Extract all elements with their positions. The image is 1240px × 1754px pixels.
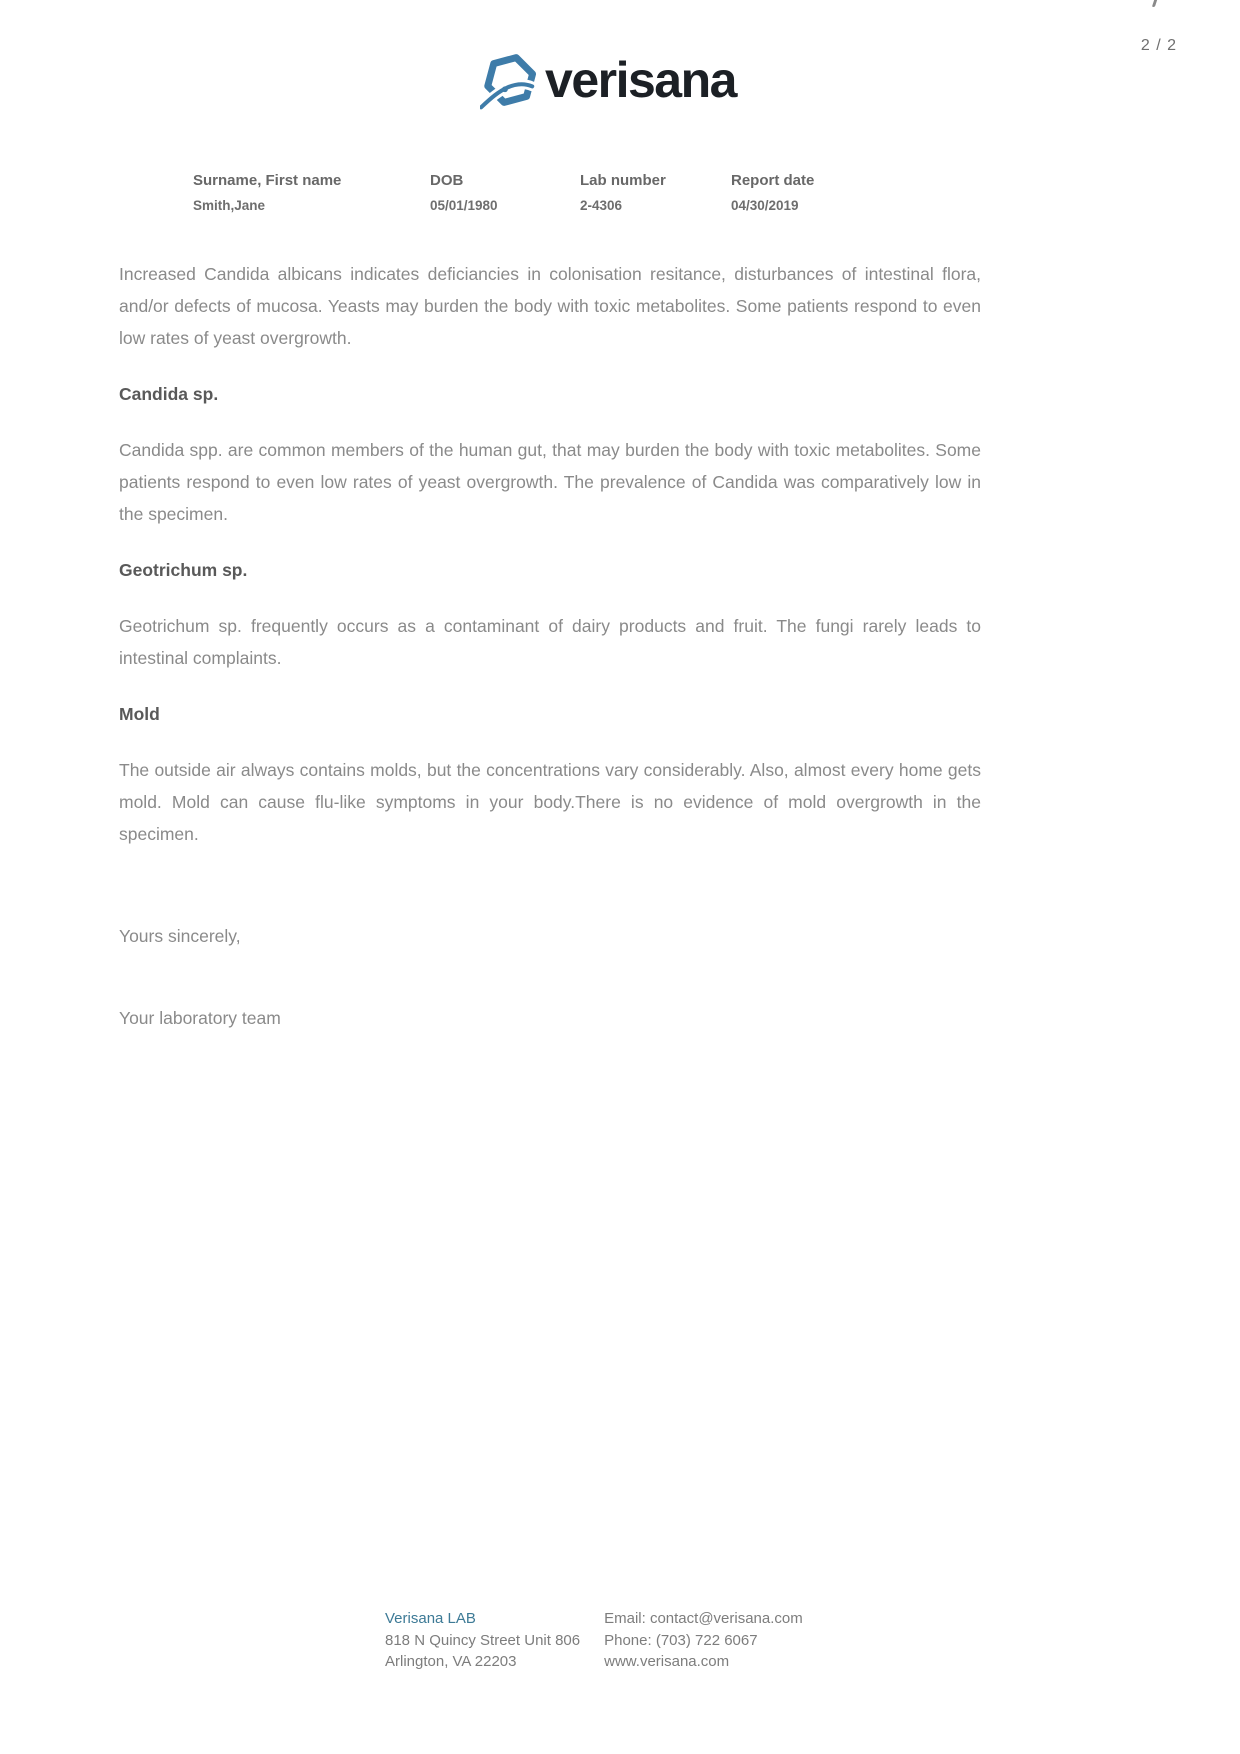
footer-address-line2: Arlington, VA 22203 [385,1653,517,1670]
signature-line: Your laboratory team [119,1008,281,1028]
cut-off-glyph-artifact [1152,0,1157,7]
page-number: 2 / 2 [1140,37,1177,54]
section-paragraph-geotrichum: Geotrichum sp. frequently occurs as a contaminant of dairy products and fruit. The fungi rarely leads to intestinal complaints. [119,616,981,668]
intro-paragraph: Increased Candida albicans indicates deficiancies in colonisation resitance, disturbances of intestinal flora, and/or defects of mucosa. Yeasts may burden the body with toxic metabolites. Some patients respond to even low rates of yeast overgrowth. [119,264,981,348]
closing-line: Yours sincerely, [119,926,241,946]
footer-contact-column [604,1608,803,1673]
lab-number-value: 2-4306 [580,198,623,213]
patient-name-field [193,172,430,213]
patient-info-header [193,172,814,213]
logo-wordmark: verisana [545,52,736,108]
patient-name-value: Smith,Jane [193,198,266,213]
footer-phone: Phone: (703) 722 6067 [604,1631,758,1649]
dob-field [430,172,580,213]
section-paragraph-mold: The outside air always contains molds, but the concentrations vary considerably. Also, almost every home gets mold. Mold can cause flu-like symptoms in your body.There is no evidence of mold overgrowth in the specimen. [119,760,981,844]
footer-email: Email: contact@verisana.com [604,1610,803,1627]
footer-address-line1: 818 N Quincy Street Unit 806 [385,1631,581,1649]
section-heading-mold: Mold [119,704,160,724]
lab-number-label: Lab number [580,172,666,189]
brand-logo [0,48,1228,112]
section-heading-geotrichum: Geotrichum sp. [119,560,248,580]
hexagon-swoosh-icon [480,48,538,112]
section-paragraph-candida: Candida spp. are common members of the human gut, that may burden the body with toxic metabolites. Some patients respond to even low rates of yeast overgrowth. The prevalence of Candida was comparatively low in the specimen. [119,440,981,524]
section-heading-candida: Candida sp. [119,384,219,404]
footer-address-column [385,1608,580,1673]
footer-lab-name: Verisana LAB [385,1610,476,1627]
report-date-value: 04/30/2019 [731,198,799,213]
lab-number-field [580,172,731,213]
page-footer [385,1608,803,1673]
dob-value: 05/01/1980 [430,198,498,213]
patient-name-label: Surname, First name [193,172,342,189]
report-body [119,258,981,1034]
dob-label: DOB [430,172,464,189]
report-date-label: Report date [731,172,815,189]
report-date-field [731,172,814,213]
footer-website: www.verisana.com [604,1653,730,1670]
